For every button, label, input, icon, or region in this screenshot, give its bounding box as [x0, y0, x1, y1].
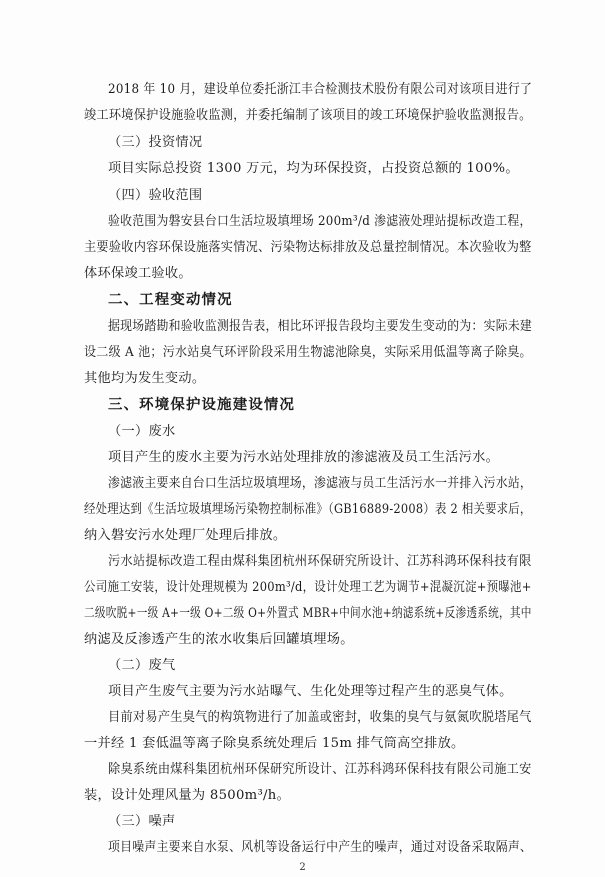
- paragraph-line: 渗滤液主要来自台口生活垃圾填埋场，渗滤液与员工生活污水一并排入污水站，: [108, 476, 533, 491]
- paragraph-line: 验收范围为磐安县台口生活垃圾填埋场 200m³/d 渗滤液处理站提标改造工程，: [108, 214, 532, 229]
- paragraph-line: 污水站提标改造工程由煤科集团杭州环保研究所设计、江苏科鸿环保科技有限: [108, 554, 532, 569]
- subsection-heading-exhaust: （二）废气: [108, 658, 176, 673]
- paragraph-line: 经处理达到《生活垃圾填埋场污染物控制标准》（GB16889-2008）表 2 相关要求后，: [84, 502, 532, 517]
- paragraph-line: 纳滤及反渗透产生的浓水收集后回罐填埋场。: [84, 632, 354, 647]
- paragraph-line: 项目实际总投资 1300 万元，均为环保投资，占投资总额的 100%。: [108, 161, 519, 176]
- page-number: 2: [299, 862, 306, 873]
- paragraph-line: 除臭系统由煤科集团杭州环保研究所设计、江苏科鸿环保科技有限公司施工安: [108, 762, 532, 777]
- subsection-heading-wastewater: （一）废水: [108, 424, 176, 439]
- paragraph-line: 公司施工安装，设计处理规模为 200m³/d，设计处理工艺为调节+混凝沉淀+预曝池+: [84, 580, 532, 595]
- paragraph-line: 目前对易产生臭气的构筑物进行了加盖或密封，收集的臭气与氨氮吹脱塔尾气: [108, 710, 532, 725]
- paragraph-line: 项目产生的废水主要为污水站处理排放的渗滤液及员工生活污水。: [108, 450, 500, 465]
- section-heading-facilities: 三、环境保护设施建设情况: [108, 397, 296, 413]
- paragraph-line: 2018 年 10 月，建设单位委托浙江丰合检测技术股份有限公司对该项目进行了: [108, 82, 533, 97]
- paragraph-line: 主要验收内容环保设施落实情况、污染物达标排放及总量控制情况。本次验收为整: [84, 240, 532, 255]
- paragraph-line: 二级吹脱+一级 A+一级 O+二级 O+外置式 MBR+中间水池+纳滤系统+反渗透系统，其中: [84, 606, 532, 621]
- paragraph-line: 装，设计处理风量为 8500m³/h。: [84, 788, 291, 803]
- section-heading-changes: 二、工程变动情况: [108, 292, 233, 308]
- paragraph-line: 竣工环境保护设施验收监测，并委托编制了该项目的竣工环境保护验收监测报告。: [84, 108, 532, 123]
- subsection-heading-noise: （三）噪声: [108, 814, 176, 829]
- paragraph-line: 其他均为发生变动。: [84, 371, 206, 386]
- subsection-heading-investment: （三）投资情况: [108, 135, 203, 150]
- paragraph-line: 项目噪声主要来自水泵、风机等设备运行中产生的噪声，通过对设备采取隔声、: [108, 840, 533, 855]
- paragraph-line: 项目产生废气主要为污水站曝气、生化处理等过程产生的恶臭气体。: [108, 684, 513, 699]
- paragraph-line: 一并经 1 套低温等离子除臭系统处理后 15m 排气筒高空排放。: [84, 736, 465, 751]
- subsection-heading-scope: （四）验收范围: [108, 188, 203, 203]
- paragraph-line: 设二级 A 池；污水站臭气环评阶段采用生物滤池除臭，实际采用低温等离子除臭。: [84, 345, 532, 360]
- paragraph-line: 据现场踏勘和验收监测报告表，相比环评报告段均主要发生变动的为：实际未建: [108, 319, 533, 334]
- paragraph-line: 纳入磐安污水处理厂处理后排放。: [84, 528, 287, 543]
- paragraph-line: 体环保竣工验收。: [84, 266, 192, 281]
